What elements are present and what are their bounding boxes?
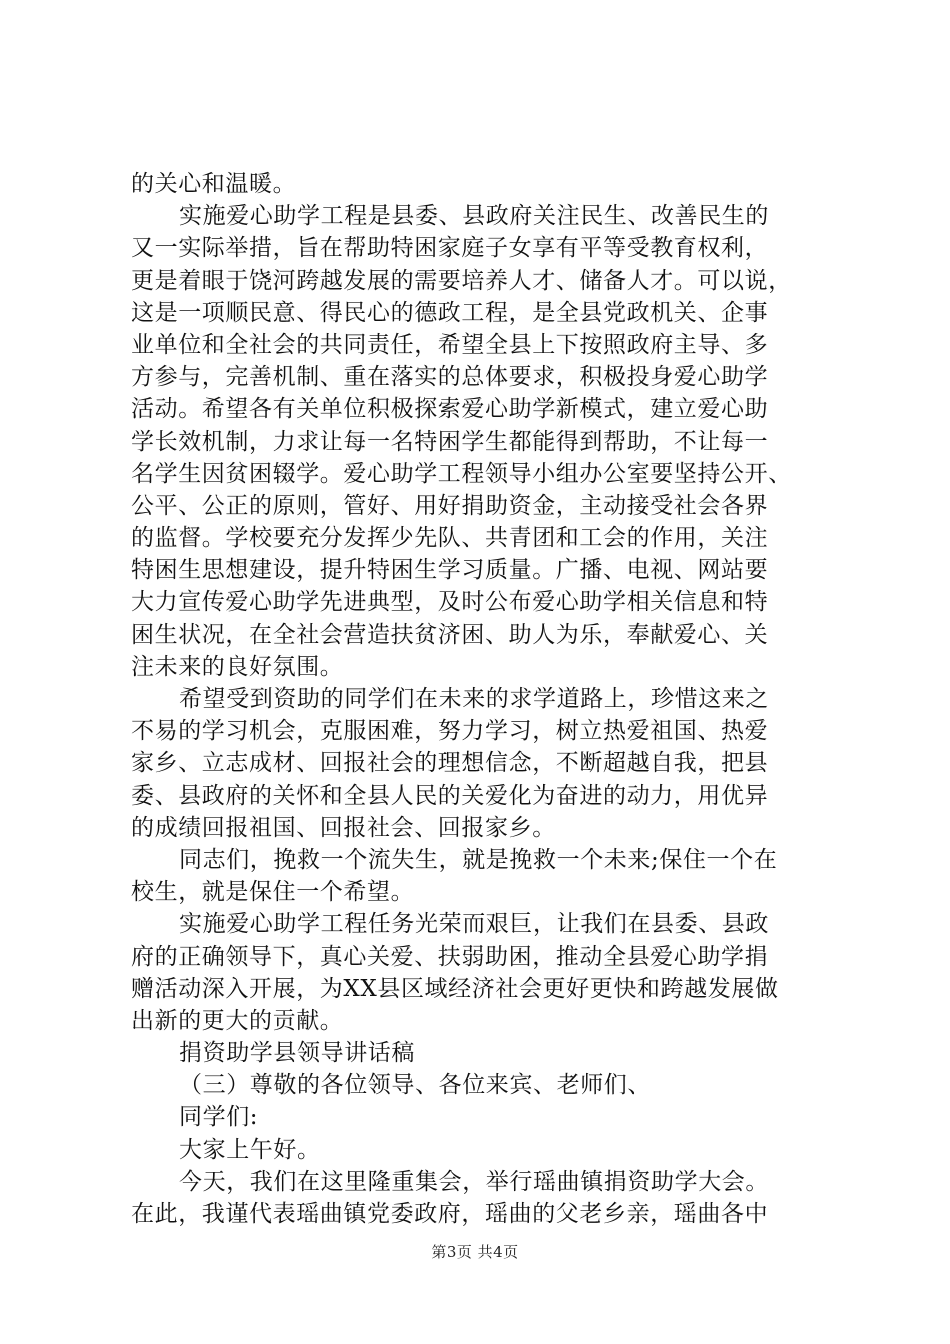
- text-line: 出新的更大的贡献。: [131, 1007, 344, 1034]
- text-line: 校生，就是保住一个希望。: [131, 879, 415, 906]
- text-line: 方参与，完善机制、重在落实的总体要求，积极投身爱心助学: [131, 364, 769, 391]
- text-line: 希望受到资助的同学们在未来的求学道路上，珍惜这来之: [179, 686, 769, 712]
- text-line: （三）尊敬的各位领导、各位来宾、老师们、: [179, 1072, 651, 1099]
- text-line: 大家上午好。: [179, 1136, 321, 1163]
- text-line: 实施爱心助学工程任务光荣而艰巨，让我们在县委、县政: [179, 911, 769, 938]
- text-line: 特困生思想建设，提升特困生学习质量。广播、电视、网站要: [131, 557, 769, 584]
- text-line: 名学生因贫困辍学。爱心助学工程领导小组办公室要坚持公开、: [131, 460, 792, 487]
- text-line: 捐资助学县领导讲话稿: [179, 1040, 415, 1067]
- text-line: 的成绩回报祖国、回报社会、回报家乡。: [131, 814, 556, 841]
- text-line: 委、县政府的关怀和全县人民的关爱化为奋进的动力，用优异: [131, 782, 769, 809]
- text-line: 活动。希望各有关单位积极探索爱心助学新模式，建立爱心助: [131, 396, 769, 423]
- text-line: 困生状况，在全社会营造扶贫济困、助人为乐，奉献爱心、关: [131, 621, 769, 648]
- text-line: 实施爱心助学工程是县委、县政府关注民生、改善民生的: [179, 203, 769, 230]
- text-line: 这是一项顺民意、得民心的德政工程，是全县党政机关、企事: [131, 299, 769, 326]
- text-line: 注未来的良好氛围。: [131, 653, 344, 680]
- text-line: 家乡、立志成材、回报社会的理想信念，不断超越自我，把县: [131, 750, 769, 777]
- text-line: 在此，我谨代表瑶曲镇党委政府，瑶曲的父老乡亲，瑶曲各中: [131, 1201, 769, 1227]
- text-line: 赠活动深入开展，为XX县区域经济社会更好更快和跨越发展做: [131, 975, 779, 1002]
- text-line: 同志们，挽救一个流失生，就是挽救一个未来;保住一个在: [179, 846, 778, 873]
- text-line: 大力宣传爱心助学先进典型，及时公布爱心助学相关信息和特: [131, 589, 769, 616]
- text-line: 又一实际举措，旨在帮助特困家庭子女享有平等受教育权利，: [131, 235, 769, 262]
- text-line: 府的正确领导下，真心关爱、扶弱助困，推动全县爱心助学捐: [131, 943, 769, 970]
- text-line: 更是着眼于饶河跨越发展的需要培养人才、储备人才。可以说，: [131, 267, 792, 294]
- page-footer: 第3页 共4页: [431, 1243, 519, 1261]
- text-line: 不易的学习机会，克服困难，努力学习，树立热爱祖国、热爱: [131, 718, 769, 745]
- document-body: [131, 168, 831, 1230]
- text-line: 的关心和温暖。: [131, 171, 297, 197]
- text-line: 公平、公正的原则，管好、用好捐助资金，主动接受社会各界: [131, 492, 769, 519]
- text-line: 学长效机制，力求让每一名特困学生都能得到帮助，不让每一: [131, 428, 769, 455]
- text-line: 今天，我们在这里隆重集会，举行瑶曲镇捐资助学大会。: [179, 1168, 769, 1195]
- text-line: 的监督。学校要充分发挥少先队、共青团和工会的作用，关注: [131, 525, 769, 552]
- text-line: 同学们:: [179, 1104, 259, 1131]
- text-line: 业单位和全社会的共同责任，希望全县上下按照政府主导、多: [131, 331, 769, 358]
